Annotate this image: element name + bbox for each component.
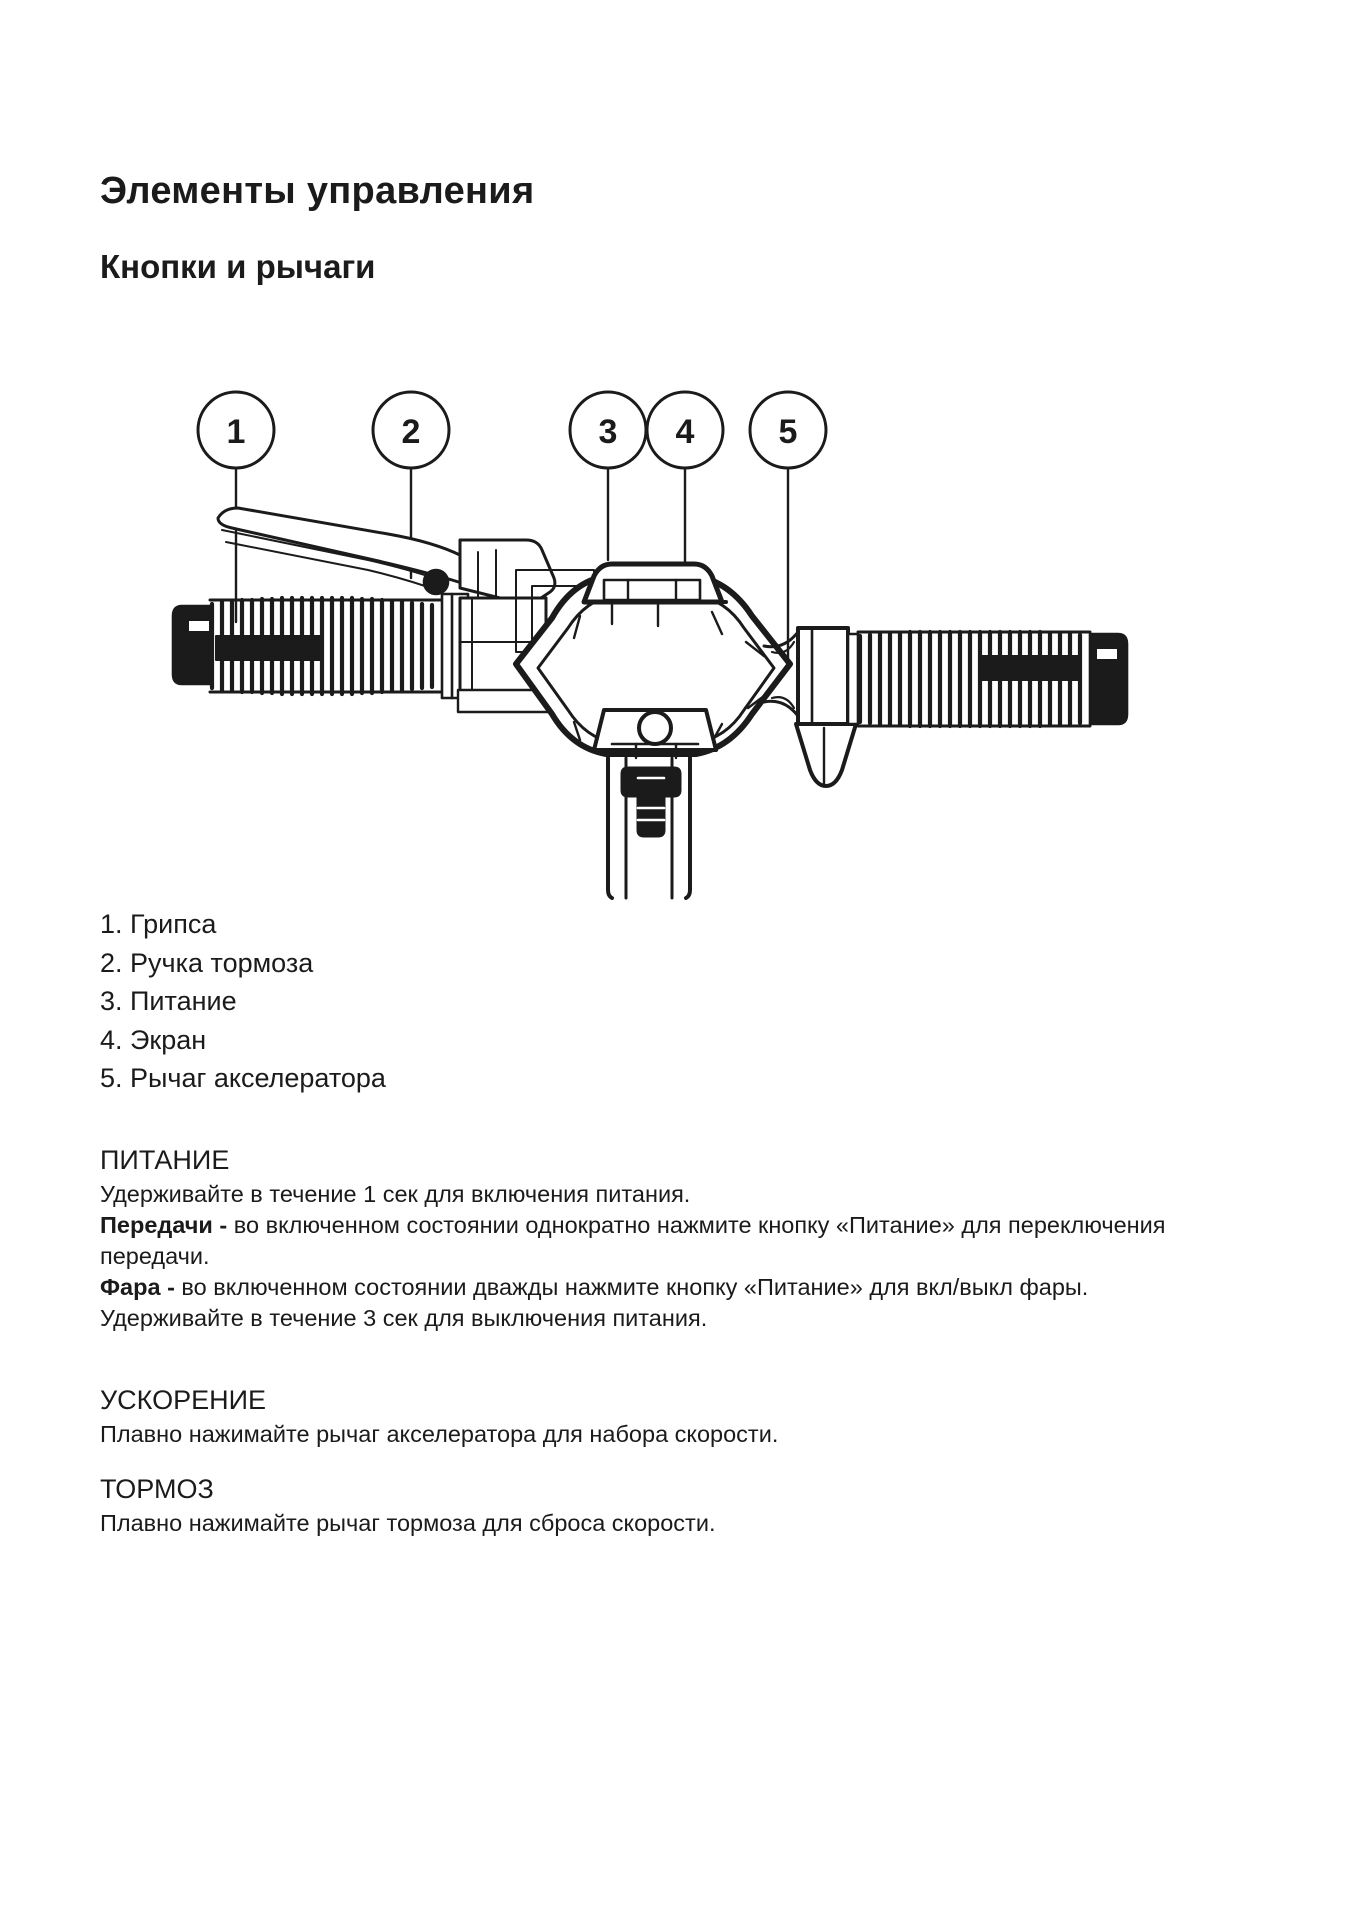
section-title-buttons-levers: Кнопки и рычаги — [100, 248, 376, 285]
right-grip — [848, 632, 1127, 726]
callout-number-3: 3 — [598, 413, 618, 451]
scooter-handlebar-diagram — [160, 390, 1250, 900]
section-acceleration — [100, 1383, 1220, 1450]
callout-number-4: 4 — [675, 413, 695, 451]
section-heading-power: ПИТАНИЕ — [100, 1145, 230, 1175]
section-power — [100, 1143, 1220, 1334]
left-grip — [173, 594, 468, 698]
section-brake — [100, 1472, 1220, 1539]
callout-badges — [198, 392, 826, 468]
acceleration-text: Плавно нажимайте рычаг акселератора для набора скорости. — [100, 1421, 779, 1447]
callout-number-1: 1 — [226, 413, 246, 451]
list-item: 5. Рычаг акселератора — [100, 1063, 386, 1093]
power-line-4: Удерживайте в течение 3 сек для выключения питания. — [100, 1305, 708, 1331]
handlebar-stem — [608, 758, 690, 898]
power-button-icon — [639, 712, 671, 744]
section-heading-brake: ТОРМОЗ — [100, 1474, 214, 1504]
callout-number-5: 5 — [778, 413, 798, 451]
list-item: 4. Экран — [100, 1024, 207, 1055]
section-body-brake — [100, 1508, 1220, 1539]
section-body-acceleration — [100, 1419, 1220, 1450]
list-item: 1. Грипса — [100, 909, 217, 939]
power-headlight-text: во включенном состоянии дважды нажмите кнопку «Питание» для вкл/выкл фары. — [174, 1274, 1089, 1300]
brake-text: Плавно нажимайте рычаг тормоза для сброса скорости. — [100, 1510, 716, 1536]
power-headlight-label: Фара - — [100, 1274, 175, 1300]
power-gears-label: Передачи - — [100, 1212, 228, 1238]
list-item: 3. Питание — [100, 986, 237, 1016]
power-gears-paragraph — [100, 1210, 1220, 1272]
list-item: 2. Ручка тормоза — [100, 947, 314, 978]
section-heading-acceleration: УСКОРЕНИЕ — [100, 1385, 267, 1415]
power-headlight-paragraph — [100, 1272, 1220, 1303]
power-line-1: Удерживайте в течение 1 сек для включения питания. — [100, 1181, 691, 1207]
page-title: Элементы управления — [100, 170, 535, 212]
display-housing — [516, 564, 790, 758]
section-body-power — [100, 1179, 1220, 1334]
handlebar-illustration — [160, 390, 1250, 900]
power-gears-text: во включенном состоянии однократно нажмите кнопку «Питание» для переключения передачи. — [100, 1212, 1166, 1269]
parts-legend-list — [100, 905, 386, 1098]
callout-number-2: 2 — [401, 413, 421, 451]
